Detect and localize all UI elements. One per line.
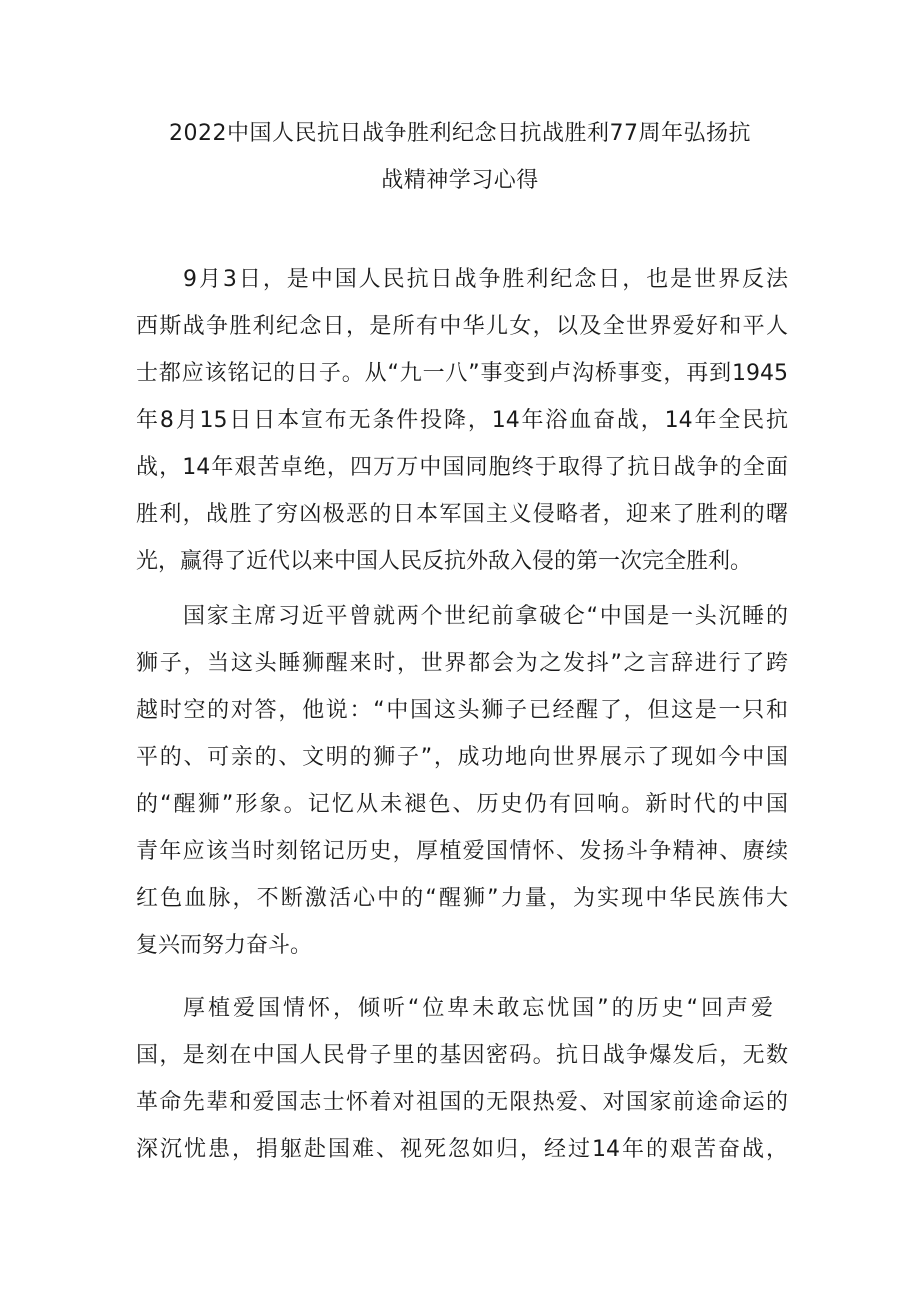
paragraph-2-line: 狮子，当这头睡狮醒来时，世界都会为之发抖”之言辞进行了跨 bbox=[136, 651, 788, 676]
paragraph-1-line: 战，14年艰苦卓绝，四万万中国同胞终于取得了抗日战争的全面 bbox=[136, 455, 788, 480]
paragraph-1-line: 光，赢得了近代以来中国人民反抗外敌入侵的第一次完全胜利。 bbox=[136, 549, 753, 574]
paragraph-1-line: 胜利，战胜了穷凶极恶的日本军国主义侵略者，迎来了胜利的曙 bbox=[136, 502, 788, 527]
paragraph-2-line: 越时空的对答，他说：“中国这头狮子已经醒了，但这是一只和 bbox=[136, 698, 788, 723]
paragraph-1-line: 年8月15日日本宣布无条件投降，14年浴血奋战，14年全民抗 bbox=[136, 408, 788, 433]
paragraph-2-line: 红色血脉，不断激活心中的“醒狮”力量，为实现中华民族伟大 bbox=[136, 886, 788, 911]
paragraph-3-line: 深沉忧患，捐躯赴国难、视死忽如归，经过14年的艰苦奋战， bbox=[136, 1137, 788, 1162]
paragraph-2-line: 复兴而努力奋斗。 bbox=[136, 933, 313, 958]
paragraph-3-line: 革命先辈和爱国志士怀着对祖国的无限热爱、对国家前途命运的 bbox=[136, 1090, 788, 1115]
paragraph-2-line: 青年应该当时刻铭记历史，厚植爱国情怀、发扬斗争精神、赓续 bbox=[136, 839, 788, 864]
document-title-line-1: 2022中国人民抗日战争胜利纪念日抗战胜利77周年弘扬抗 bbox=[169, 121, 751, 146]
paragraph-3-line: 国，是刻在中国人民骨子里的基因密码。抗日战争爆发后，无数 bbox=[136, 1043, 788, 1068]
paragraph-3-line: 厚植爱国情怀，倾听“位卑未敢忘忧国”的历史“回声爱 bbox=[183, 996, 773, 1021]
paragraph-1-line: 9月3日，是中国人民抗日战争胜利纪念日，也是世界反法 bbox=[183, 267, 788, 292]
paragraph-2-line: 国家主席习近平曾就两个世纪前拿破仑“中国是一头沉睡的 bbox=[183, 604, 788, 629]
document-title-line-2: 战精神学习心得 bbox=[381, 168, 539, 193]
paragraph-2-line: 平的、可亲的、文明的狮子”，成功地向世界展示了现如今中国 bbox=[136, 745, 788, 770]
paragraph-1-line: 西斯战争胜利纪念日，是所有中华儿女，以及全世界爱好和平人 bbox=[136, 314, 788, 339]
paragraph-1-line: 士都应该铭记的日子。从“九一八”事变到卢沟桥事变，再到1945 bbox=[136, 361, 788, 386]
paragraph-2-line: 的“醒狮”形象。记忆从未褪色、历史仍有回响。新时代的中国 bbox=[136, 792, 788, 817]
